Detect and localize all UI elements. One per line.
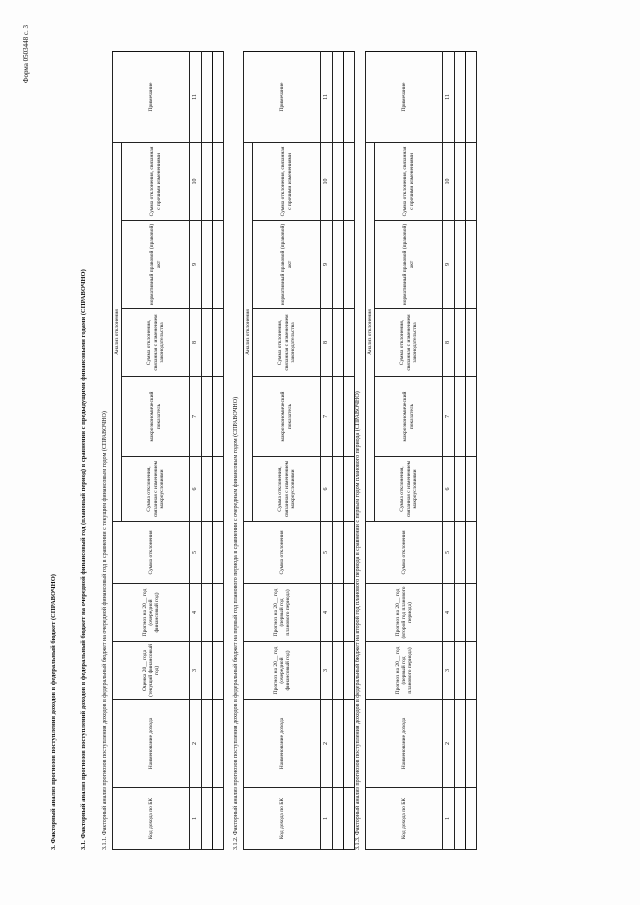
col-number: 5 bbox=[321, 522, 333, 584]
col-number: 1 bbox=[321, 788, 333, 850]
header-col7: макроэкономический показатель bbox=[253, 377, 321, 457]
header-col3: Прогноз на 20__ год (очередной финансовый год) bbox=[244, 642, 321, 700]
header-col7: макроэкономический показатель bbox=[122, 377, 190, 457]
header-col6: Сумма отклонения, связанная с изменением макроусловиями bbox=[375, 457, 443, 522]
col-number: 4 bbox=[321, 584, 333, 642]
table-3-1-2 bbox=[243, 51, 355, 850]
table-row bbox=[213, 52, 224, 850]
column-numbers-row bbox=[190, 52, 202, 850]
col-number: 7 bbox=[443, 377, 455, 457]
col-number: 8 bbox=[443, 309, 455, 377]
col-number: 4 bbox=[443, 584, 455, 642]
col-number: 10 bbox=[443, 143, 455, 221]
col-number: 5 bbox=[443, 522, 455, 584]
header-col8: Сумма отклонения, связанная с изменением законодательства bbox=[375, 309, 443, 377]
section-3-1-title: 3.1. Факторный анализ прогнозов поступлений доходов в федеральный бюджет на очередной финансовый год (плановый период) в сравнении с предыдущими финансовыми годами (СПРАВОЧНО) bbox=[80, 269, 87, 850]
col-number: 7 bbox=[190, 377, 202, 457]
table-3-title: 3.1.3. Факторный анализ прогнозов поступления доходов в федеральный бюджет на второй год планового периода в сравнении с первым годом планового периода (СПРАВОЧНО) bbox=[355, 391, 361, 850]
col-number: 4 bbox=[190, 584, 202, 642]
header-col5: Сумма отклонения bbox=[244, 522, 321, 584]
col-number: 5 bbox=[190, 522, 202, 584]
col-number: 6 bbox=[190, 457, 202, 522]
section-title: 3. Факторный анализ прогнозов поступления доходов в федеральный бюджет (СПРАВОЧНО) bbox=[50, 574, 57, 850]
header-col10: Сумма отклонения, связанная с прочими изменениями bbox=[253, 143, 321, 221]
header-name: Наименование дохода bbox=[113, 700, 190, 788]
header-col10: Сумма отклонения, связанная с прочими изменениями bbox=[122, 143, 190, 221]
header-analysis: Анализ отклонения bbox=[244, 143, 253, 522]
col-number: 2 bbox=[443, 700, 455, 788]
table-3-1-3 bbox=[365, 51, 477, 850]
col-number: 1 bbox=[443, 788, 455, 850]
header-code: Код дохода по БК bbox=[113, 788, 190, 850]
header-col9: нормативный правовой (правовой) акт bbox=[375, 221, 443, 309]
header-col11: Примечание bbox=[366, 52, 443, 143]
table-row bbox=[202, 52, 213, 850]
header-name: Наименование дохода bbox=[244, 700, 321, 788]
header-analysis: Анализ отклонения bbox=[366, 143, 375, 522]
header-col4: Прогноз на 20__ год (второй год планового периода) bbox=[366, 584, 443, 642]
col-number: 8 bbox=[321, 309, 333, 377]
header-analysis: Анализ отклонения bbox=[113, 143, 122, 522]
col-number: 7 bbox=[321, 377, 333, 457]
header-col9: нормативный правовой (правовой) акт bbox=[122, 221, 190, 309]
header-code: Код дохода по БК bbox=[366, 788, 443, 850]
header-col11: Примечание bbox=[244, 52, 321, 143]
header-name: Наименование дохода bbox=[366, 700, 443, 788]
header-col4: Прогноз на 20__ год (первый год планового периода) bbox=[244, 584, 321, 642]
header-col3: Прогноз на 20__ год (первый год планового периода) bbox=[366, 642, 443, 700]
table-row bbox=[333, 52, 344, 850]
header-col4: Прогноз на 20__ год (очередной финансовый год) bbox=[113, 584, 190, 642]
col-number: 6 bbox=[443, 457, 455, 522]
table-2-title: 3.1.2. Факторный анализ прогнозов поступления доходов в федеральный бюджет на первый год планового периода в сравнении с очередным финансовым годом (СПРАВОЧНО) bbox=[233, 396, 239, 850]
col-number: 9 bbox=[443, 221, 455, 309]
column-numbers-row bbox=[443, 52, 455, 850]
header-col6: Сумма отклонения, связанная с изменением макроусловиями bbox=[122, 457, 190, 522]
col-number: 3 bbox=[443, 642, 455, 700]
table-1-title: 3.1.1. Факторный анализ прогнозов поступления доходов в федеральный бюджет на очередной финансовый год в сравнении с текущим финансовым годом (СПРАВОЧНО) bbox=[102, 411, 108, 850]
col-number: 6 bbox=[321, 457, 333, 522]
header-col8: Сумма отклонения, связанная с изменением законодательства bbox=[253, 309, 321, 377]
column-numbers-row bbox=[321, 52, 333, 850]
header-col9: нормативный правовой (правовой) акт bbox=[253, 221, 321, 309]
col-number: 10 bbox=[321, 143, 333, 221]
col-number: 10 bbox=[190, 143, 202, 221]
header-col5: Сумма отклонения bbox=[366, 522, 443, 584]
col-number: 9 bbox=[190, 221, 202, 309]
table-3-1-1 bbox=[112, 51, 224, 850]
table-row bbox=[455, 52, 466, 850]
form-code: Форма 0503448 с. 3 bbox=[22, 24, 30, 83]
header-col6: Сумма отклонения, связанная с изменением макроусловиями bbox=[253, 457, 321, 522]
col-number: 11 bbox=[321, 52, 333, 143]
table-row bbox=[344, 52, 355, 850]
header-code: Код дохода по БК bbox=[244, 788, 321, 850]
col-number: 9 bbox=[321, 221, 333, 309]
table-row bbox=[466, 52, 477, 850]
col-number: 3 bbox=[321, 642, 333, 700]
col-number: 1 bbox=[190, 788, 202, 850]
header-col10: Сумма отклонения, связанная с прочими изменениями bbox=[375, 143, 443, 221]
header-col8: Сумма отклонения, связанная с изменением законодательства bbox=[122, 309, 190, 377]
col-number: 3 bbox=[190, 642, 202, 700]
col-number: 2 bbox=[321, 700, 333, 788]
header-col3: Оценка 20__ года (текущий финансовый год) bbox=[113, 642, 190, 700]
col-number: 11 bbox=[190, 52, 202, 143]
col-number: 8 bbox=[190, 309, 202, 377]
header-col5: Сумма отклонения bbox=[113, 522, 190, 584]
col-number: 11 bbox=[443, 52, 455, 143]
header-col7: макроэкономический показатель bbox=[375, 377, 443, 457]
header-col11: Примечание bbox=[113, 52, 190, 143]
col-number: 2 bbox=[190, 700, 202, 788]
